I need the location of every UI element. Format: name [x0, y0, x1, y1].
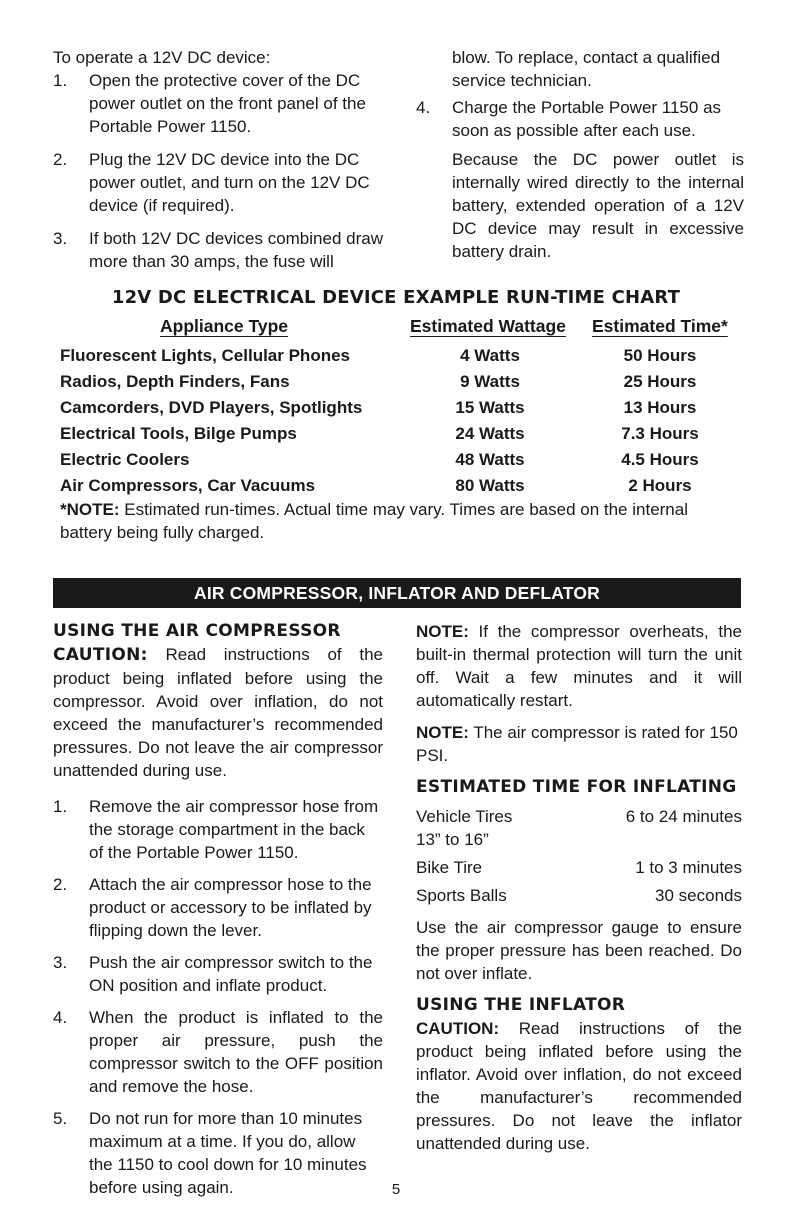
caution-label: CAUTION: [53, 645, 148, 665]
step-number: 4. [416, 98, 431, 117]
inflator-caution [416, 1017, 742, 1155]
chart-title: 12V DC ELECTRICAL DEVICE EXAMPLE RUN-TIME CHART [111, 287, 681, 308]
item-label: Sports Balls [416, 886, 507, 905]
item-sub-label: 13” to 16” [416, 830, 489, 849]
wattage-cell: 15 Watts [455, 398, 525, 417]
caution-text: Read instructions of the product being inflated before using the inflator. Avoid over inflation, do not exceed the manufacturer’s recommended pressures. Do not leave the inflator unattended during use. [416, 1019, 742, 1153]
compressor-step-3 [53, 951, 383, 997]
time-cell: 50 Hours [623, 346, 697, 365]
dc-step-4 [416, 96, 744, 142]
step-number: 1. [53, 71, 68, 90]
section-banner: AIR COMPRESSOR, INFLATOR AND DEFLATOR [53, 578, 741, 608]
overheat-note [416, 620, 742, 712]
step-number: 4. [53, 1008, 68, 1027]
chart-footnote [60, 498, 740, 544]
step-text: When the product is inflated to the proper air pressure, push the compressor switch to the OFF position and remove the hose. [89, 1008, 383, 1096]
step-text: Attach the air compressor hose to the product or accessory to be inflated by flipping down the lever. [89, 875, 372, 940]
caution-label: CAUTION: [416, 1019, 500, 1038]
time-cell: 4.5 Hours [621, 450, 699, 469]
step-number: 2. [53, 150, 68, 169]
step-text: Plug the 12V DC device into the DC power outlet, and turn on the 12V DC device (if required). [89, 150, 370, 215]
time-row-sports-balls [416, 884, 742, 907]
time-cell: 7.3 Hours [621, 424, 699, 443]
wattage-cell: 48 Watts [455, 450, 525, 469]
item-time: 1 to 3 minutes [635, 858, 742, 877]
step-text: If both 12V DC devices combined draw more than 30 amps, the fuse will [89, 229, 383, 271]
inflating-time-heading: ESTIMATED TIME FOR INFLATING [416, 777, 737, 797]
psi-note [416, 721, 742, 767]
compressor-step-4 [53, 1006, 383, 1098]
air-compressor-heading: USING THE AIR COMPRESSOR [53, 621, 341, 641]
inflator-heading: USING THE INFLATOR [416, 995, 626, 1015]
step-text: Push the air compressor switch to the ON position and inflate product. [89, 953, 373, 995]
note-label: NOTE: [416, 723, 469, 742]
item-time: 30 seconds [655, 886, 742, 905]
note-text: Because the DC power outlet is internally wired directly to the internal battery, extended operation of a 12V DC device may result in excessive battery drain. [452, 150, 744, 261]
caution-text: Read instructions of the product being inflated before using the compressor. Avoid over inflation, do not exceed the manufacturer’s recommended pressures. Do not leave the air compressor unattended during use. [53, 645, 383, 780]
appliance-cell: Electric Coolers [60, 450, 190, 469]
item-time: 6 to 24 minutes [625, 807, 742, 826]
step-number: 5. [53, 1109, 68, 1128]
step-number: 1. [53, 797, 68, 816]
time-cell: 25 Hours [623, 372, 697, 391]
right-column [416, 620, 742, 1155]
wattage-cell: 24 Watts [455, 424, 525, 443]
note-label: NOTE: [416, 622, 469, 641]
item-label: Vehicle Tires [416, 807, 513, 826]
step-text: blow. To replace, contact a qualified service technician. [452, 48, 721, 90]
dc-intro: To operate a 12V DC device: [53, 48, 271, 67]
wattage-cell: 9 Watts [460, 372, 520, 391]
wattage-cell: 4 Watts [460, 346, 520, 365]
step-number: 3. [53, 953, 68, 972]
dc-battery-note [416, 148, 744, 263]
header-estimated-wattage: Estimated Wattage [410, 316, 566, 336]
compressor-step-2 [53, 873, 383, 942]
air-compressor-column [53, 620, 383, 1199]
appliance-cell: Electrical Tools, Bilge Pumps [60, 424, 297, 443]
top-right-column [416, 46, 744, 263]
dc-step-2 [53, 148, 383, 217]
dc-step-3 [53, 227, 383, 273]
compressor-caution [53, 643, 383, 782]
top-left-column [53, 46, 383, 273]
appliance-cell: Camcorders, DVD Players, Spotlights [60, 398, 363, 417]
appliance-cell: Air Compressors, Car Vacuums [60, 476, 316, 495]
header-appliance-type: Appliance Type [160, 316, 289, 336]
appliance-cell: Radios, Depth Finders, Fans [60, 372, 290, 391]
time-row-bike-tire [416, 856, 742, 879]
dc-step-3-continued [416, 46, 744, 92]
step-text: Do not run for more than 10 minutes maximum at a time. If you do, allow the 1150 to cool down for 10 minutes before using again. [89, 1109, 367, 1197]
dc-step-1 [53, 69, 383, 138]
note-label: *NOTE: [60, 500, 120, 519]
note-text: Estimated run-times. Actual time may vary. Times are based on the internal battery being fully charged. [60, 500, 688, 542]
step-text: Open the protective cover of the DC power outlet on the front panel of the Portable Power 1150. [89, 71, 366, 136]
page-number: 5 [391, 1181, 401, 1198]
header-estimated-time: Estimated Time* [592, 316, 728, 336]
step-text: Charge the Portable Power 1150 as soon as possible after each use. [452, 98, 722, 140]
gauge-instruction: Use the air compressor gauge to ensure the proper pressure has been reached. Do not over inflate. [416, 918, 742, 983]
step-number: 3. [53, 229, 68, 248]
compressor-step-1 [53, 795, 383, 864]
step-text: Remove the air compressor hose from the storage compartment in the back of the Portable Power 1150. [89, 797, 379, 862]
time-cell: 13 Hours [623, 398, 697, 417]
time-cell: 2 Hours [628, 476, 692, 495]
note-text: If the compressor overheats, the built-in thermal protection will turn the unit off. Wait a few minutes and it will automatically restart. [416, 622, 742, 710]
item-label: Bike Tire [416, 858, 483, 877]
time-row-vehicle-tires [416, 805, 742, 828]
wattage-cell: 80 Watts [455, 476, 525, 495]
step-number: 2. [53, 875, 68, 894]
appliance-cell: Fluorescent Lights, Cellular Phones [60, 346, 350, 365]
note-text: The air compressor is rated for 150 PSI. [416, 723, 738, 765]
time-row-vehicle-tires-size [416, 828, 742, 851]
